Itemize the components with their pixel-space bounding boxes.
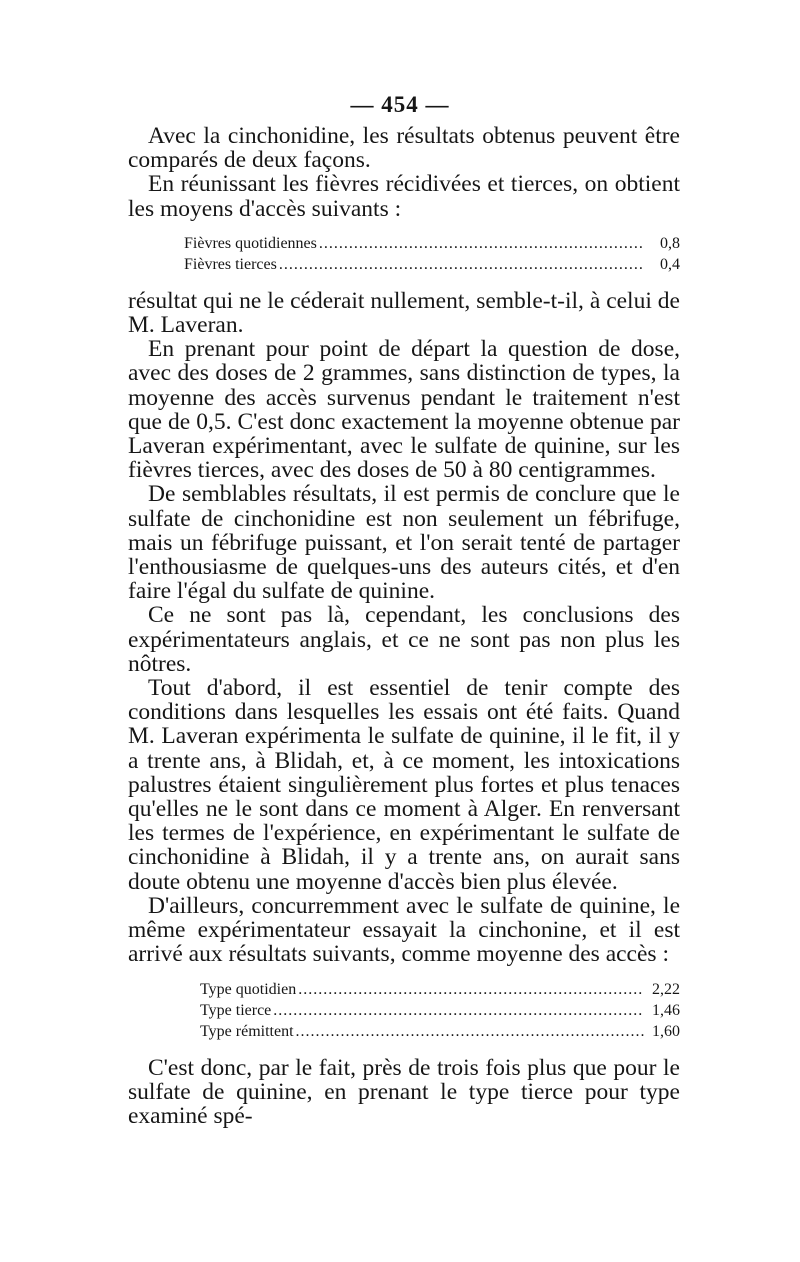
paragraph: D'ailleurs, concurremment avec le sulfate de quinine, le même expérimentateur essayait la cinchonine, et il est arrivé aux résultats suivants, comme moyenne des accès : [128, 892, 680, 968]
paragraph: Tout d'abord, il est essentiel de tenir compte des conditions dans lesquelles les essais ont été faits. Quand M. Laveran expérimenta le sulfate de quinine, il le fit, il y a trente ans, à Blidah, et, à ce moment, les intoxications palustres étaient singulièrement plus fortes et plus tenaces qu'elles ne le sont dans ce moment à Alger. En renversant les termes de l'expérience, en expérimentant le sulfate de cinchonidine à Blidah, il y a trente ans, on aurait sans doute obtenu une moyenne d'accès bien plus élevée. [128, 675, 680, 895]
paragraph: En prenant pour point de départ la question de dose, avec des doses de 2 grammes, sans distinction de types, la moyenne des accès survenus pendant le traitement n'est que de 0,5. C'est donc exactement la moyenne obtenue par Laveran expérimentant, avec le sulfate de quinine, sur les fièvres tierces, avec des doses de 50 à 80 centigrammes. [128, 336, 680, 484]
row-value: 2,22 [652, 980, 680, 998]
leader-dots [273, 1000, 644, 1021]
paragraph: Ce ne sont pas là, cependant, les conclusions des expérimentateurs anglais, et ce ne sont pas non plus les nôtres. [128, 602, 680, 677]
row-label: Type rémittent [200, 1022, 294, 1040]
paragraph: C'est donc, par le fait, près de trois fois plus que pour le sulfate de quinine, en prenant le type tierce pour type examiné spé- [128, 1054, 680, 1129]
page-number: — 454 — [350, 92, 450, 117]
paragraph: résultat qui ne le céderait nullement, semble-t-il, à celui de M. Laveran. [128, 287, 680, 339]
row-value: 1,60 [652, 1022, 680, 1040]
paragraph: En réunissant les fièvres récidivées et tierces, on obtient les moyens d'accès suivants : [128, 171, 680, 222]
paragraph: Avec la cinchonidine, les résultats obtenus peuvent être comparés de deux façons. [128, 123, 680, 174]
page-body [128, 124, 680, 1128]
row-label: Fièvres quotidiennes [184, 234, 317, 252]
row-label: Type quotidien [200, 980, 297, 998]
row-value: 0,8 [660, 234, 680, 252]
paragraph: De semblables résultats, il est permis de conclure que le sulfate de cinchonidine est non seulement un fébrifuge, mais un fébrifuge puissant, et l'on serait tenté de partager l'enthousiasme de quelques-uns des auteurs cités, et d'en faire l'égal du sulfate de quinine. [128, 481, 680, 605]
leader-dots [319, 233, 644, 254]
leader-dots [296, 1021, 644, 1042]
cinchonine-averages-table [128, 979, 680, 1042]
fever-averages-table [128, 233, 680, 275]
table-row [128, 1000, 680, 1021]
table-row [128, 979, 680, 1000]
row-label: Fièvres tierces [184, 255, 277, 273]
table-row [128, 1021, 680, 1042]
row-value: 1,46 [652, 1001, 680, 1019]
table-row [128, 254, 680, 275]
leader-dots [279, 254, 644, 275]
row-value: 0,4 [660, 255, 680, 273]
leader-dots [298, 979, 644, 1000]
table-row [128, 233, 680, 254]
row-label: Type tierce [200, 1001, 272, 1019]
